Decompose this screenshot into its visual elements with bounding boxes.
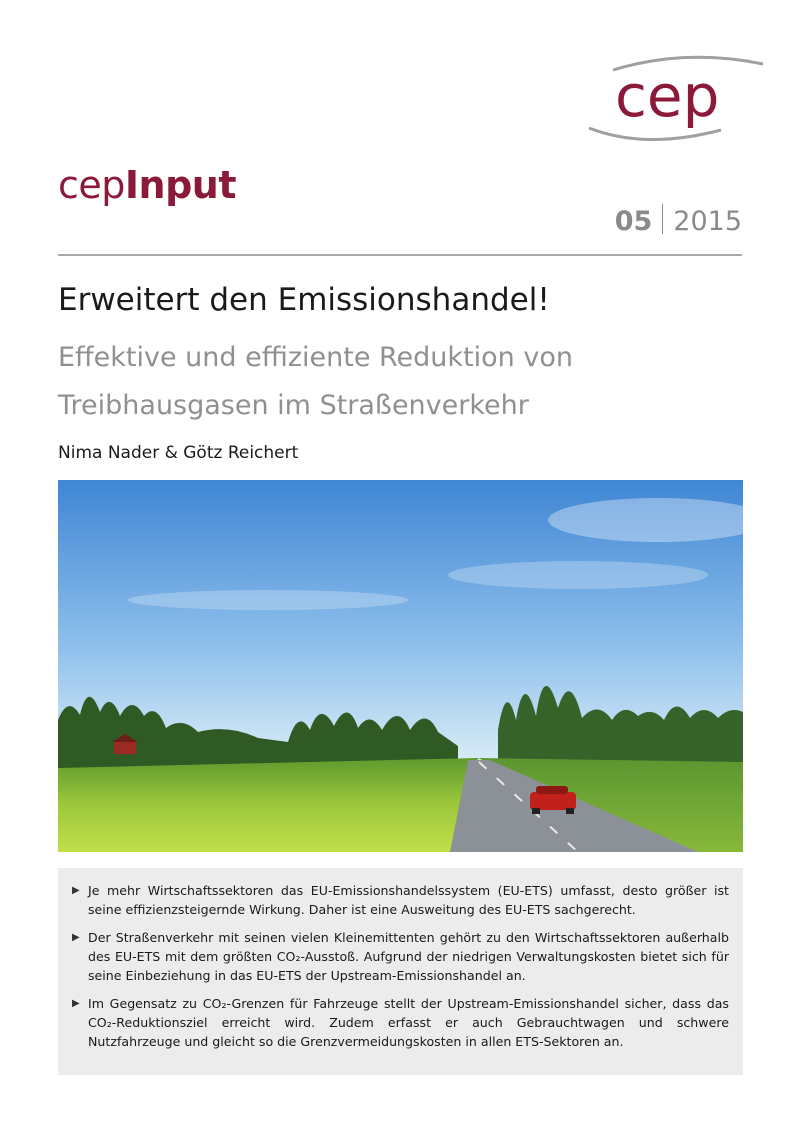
page-title: Erweitert den Emissionshandel! bbox=[58, 282, 550, 318]
cep-logo bbox=[585, 50, 765, 150]
bullet-arrow-icon: ▶ bbox=[72, 998, 80, 1009]
summary-bullet: ▶ Im Gegensatz zu CO₂-Grenzen für Fahrzeuge stellt der Upstream-Emissionshandel sicher, dass das CO₂-Reduktionsziel erreicht wird. Zudem erfasst er auch Gebrauchtwagen und schwere Nutzfahrzeuge und gleicht so die Grenzvermeidungskosten in allen ETS-Sektoren an. bbox=[72, 996, 729, 1049]
cover-photo bbox=[58, 480, 743, 852]
summary-bullet: ▶ Der Straßenverkehr mit seinen vielen Kleinemittenten gehört zu den Wirtschaftssektoren außerhalb des EU-ETS mit dem größten CO₂-Ausstoß. Aufgrund der niedrigen Verwaltungskosten bietet sich für seine Einbeziehung in das EU-ETS der Upstream-Emissionshandel an. bbox=[72, 930, 729, 983]
issue-number: 05 bbox=[614, 206, 653, 237]
page-subtitle: Effektive und effiziente Reduktion von Treibhausgasen im Straßenverkehr bbox=[58, 342, 573, 421]
header-divider bbox=[58, 254, 742, 256]
issue-label bbox=[615, 204, 742, 235]
issue-year: 2015 bbox=[673, 206, 742, 237]
logo-text: cep bbox=[615, 62, 720, 130]
authors: Nima Nader & Götz Reichert bbox=[58, 443, 299, 463]
summary-box bbox=[58, 868, 743, 1075]
bullet-arrow-icon: ▶ bbox=[72, 885, 80, 896]
series-name: cepInput bbox=[58, 163, 237, 207]
bullet-arrow-icon: ▶ bbox=[72, 932, 80, 943]
summary-bullet: ▶ Je mehr Wirtschaftssektoren das EU-Emissionshandelssystem (EU-ETS) umfasst, desto größer ist seine effizienzsteigernde Wirkung. Daher ist eine Ausweitung des EU-ETS sachgerecht. bbox=[72, 883, 729, 917]
